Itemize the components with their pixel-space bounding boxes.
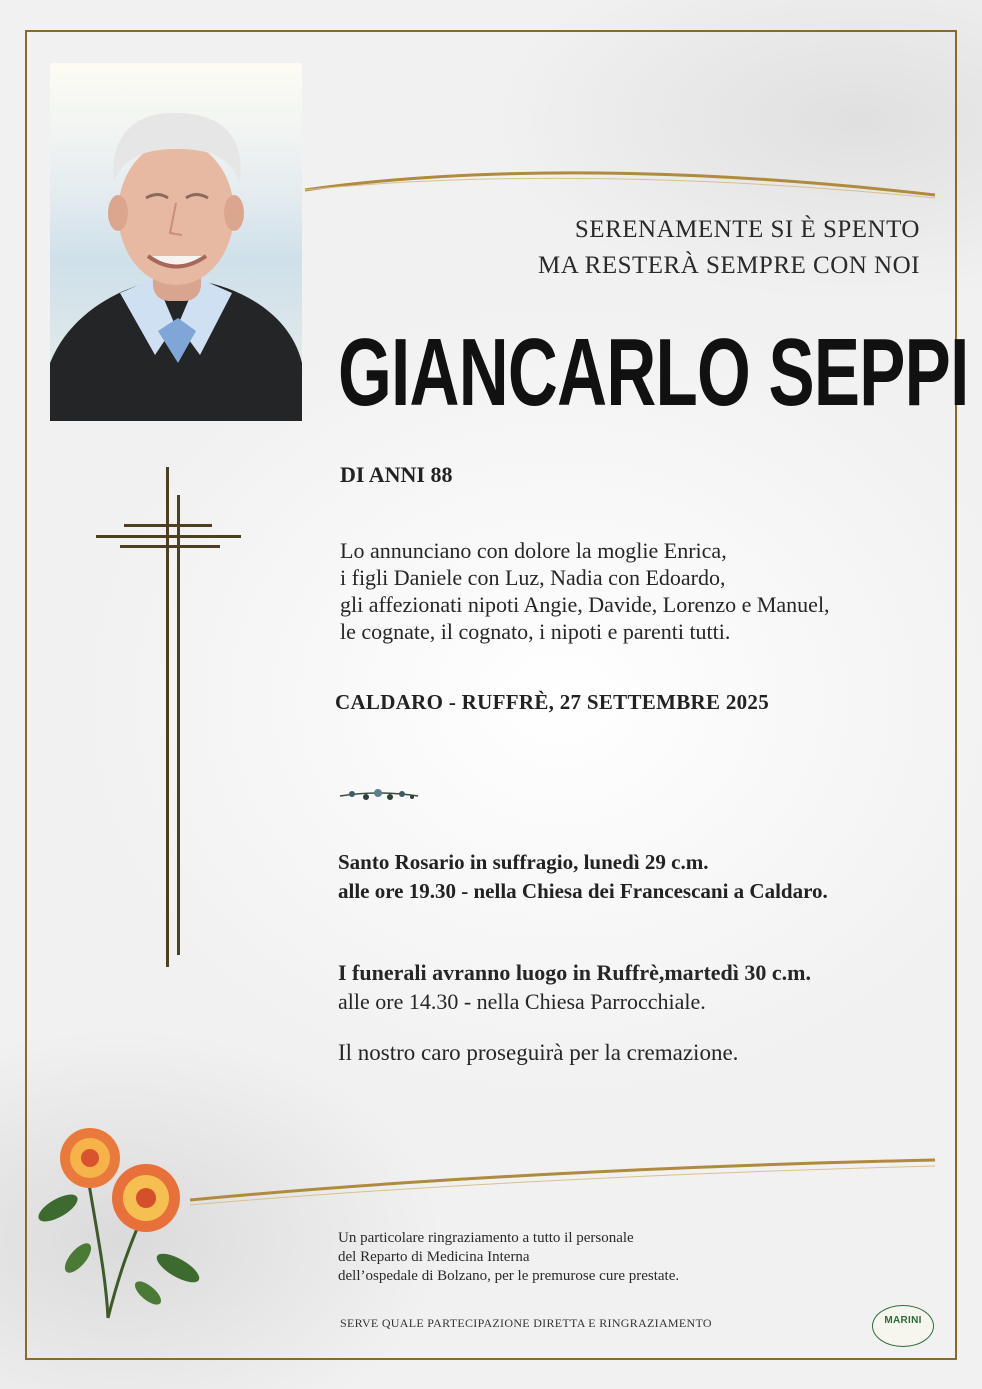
subtitle xyxy=(538,212,920,284)
funeral-line-2: alle ore 14.30 - nella Chiesa Parrocchiale. xyxy=(338,989,706,1014)
announcement-text xyxy=(340,537,940,645)
footer-note: SERVE QUALE PARTECIPAZIONE DIRETTA E RINGRAZIAMENTO xyxy=(340,1316,712,1330)
thanks-line: Un particolare ringraziamento a tutto il personale xyxy=(338,1230,634,1246)
rosary-line-2: alle ore 19.30 - nella Chiesa dei Francescani a Caldaro. xyxy=(338,879,828,903)
bottom-swoosh-highlight xyxy=(190,1166,935,1205)
announcement-line: Lo annunciano con dolore la moglie Enrica, xyxy=(340,538,727,563)
roses-icon xyxy=(28,1118,218,1328)
thanks-line: dell’ospedale di Bolzano, per le premurose cure prestate. xyxy=(338,1268,680,1284)
place-date: CALDARO - RUFFRÈ, 27 SETTEMBRE 2025 xyxy=(335,690,770,714)
deceased-age: DI ANNI 88 xyxy=(340,462,453,487)
floral-ornament-icon xyxy=(338,786,438,804)
thanks-note xyxy=(338,1229,818,1286)
rosary-notice xyxy=(338,848,958,906)
funeral-notice xyxy=(338,958,958,1016)
deceased-name: GIANCARLO SEPPI xyxy=(338,319,969,426)
cremation-notice: Il nostro caro proseguirà per la cremazione. xyxy=(338,1040,739,1065)
rosary-line-1: Santo Rosario in suffragio, lunedì 29 c.m. xyxy=(338,850,709,874)
thanks-line: del Reparto di Medicina Interna xyxy=(338,1249,530,1265)
logo-name: MARINI xyxy=(884,1315,922,1326)
cross-icon xyxy=(0,0,260,980)
subtitle-line-1: SERENAMENTE SI È SPENTO xyxy=(574,216,920,243)
funeral-home-logo xyxy=(872,1305,934,1347)
funeral-line-1: I funerali avranno luogo in Ruffrè,martedì 30 c.m. xyxy=(338,960,811,985)
top-swoosh-highlight xyxy=(305,178,935,198)
announcement-line: i figli Daniele con Luz, Nadia con Edoardo, xyxy=(340,565,726,590)
subtitle-line-2: MA RESTERÀ SEMPRE CON NOI xyxy=(538,252,920,279)
announcement-line: gli affezionati nipoti Angie, Davide, Lorenzo e Manuel, xyxy=(340,592,830,617)
top-swoosh xyxy=(305,173,935,195)
announcement-line: le cognate, il cognato, i nipoti e parenti tutti. xyxy=(340,619,731,644)
